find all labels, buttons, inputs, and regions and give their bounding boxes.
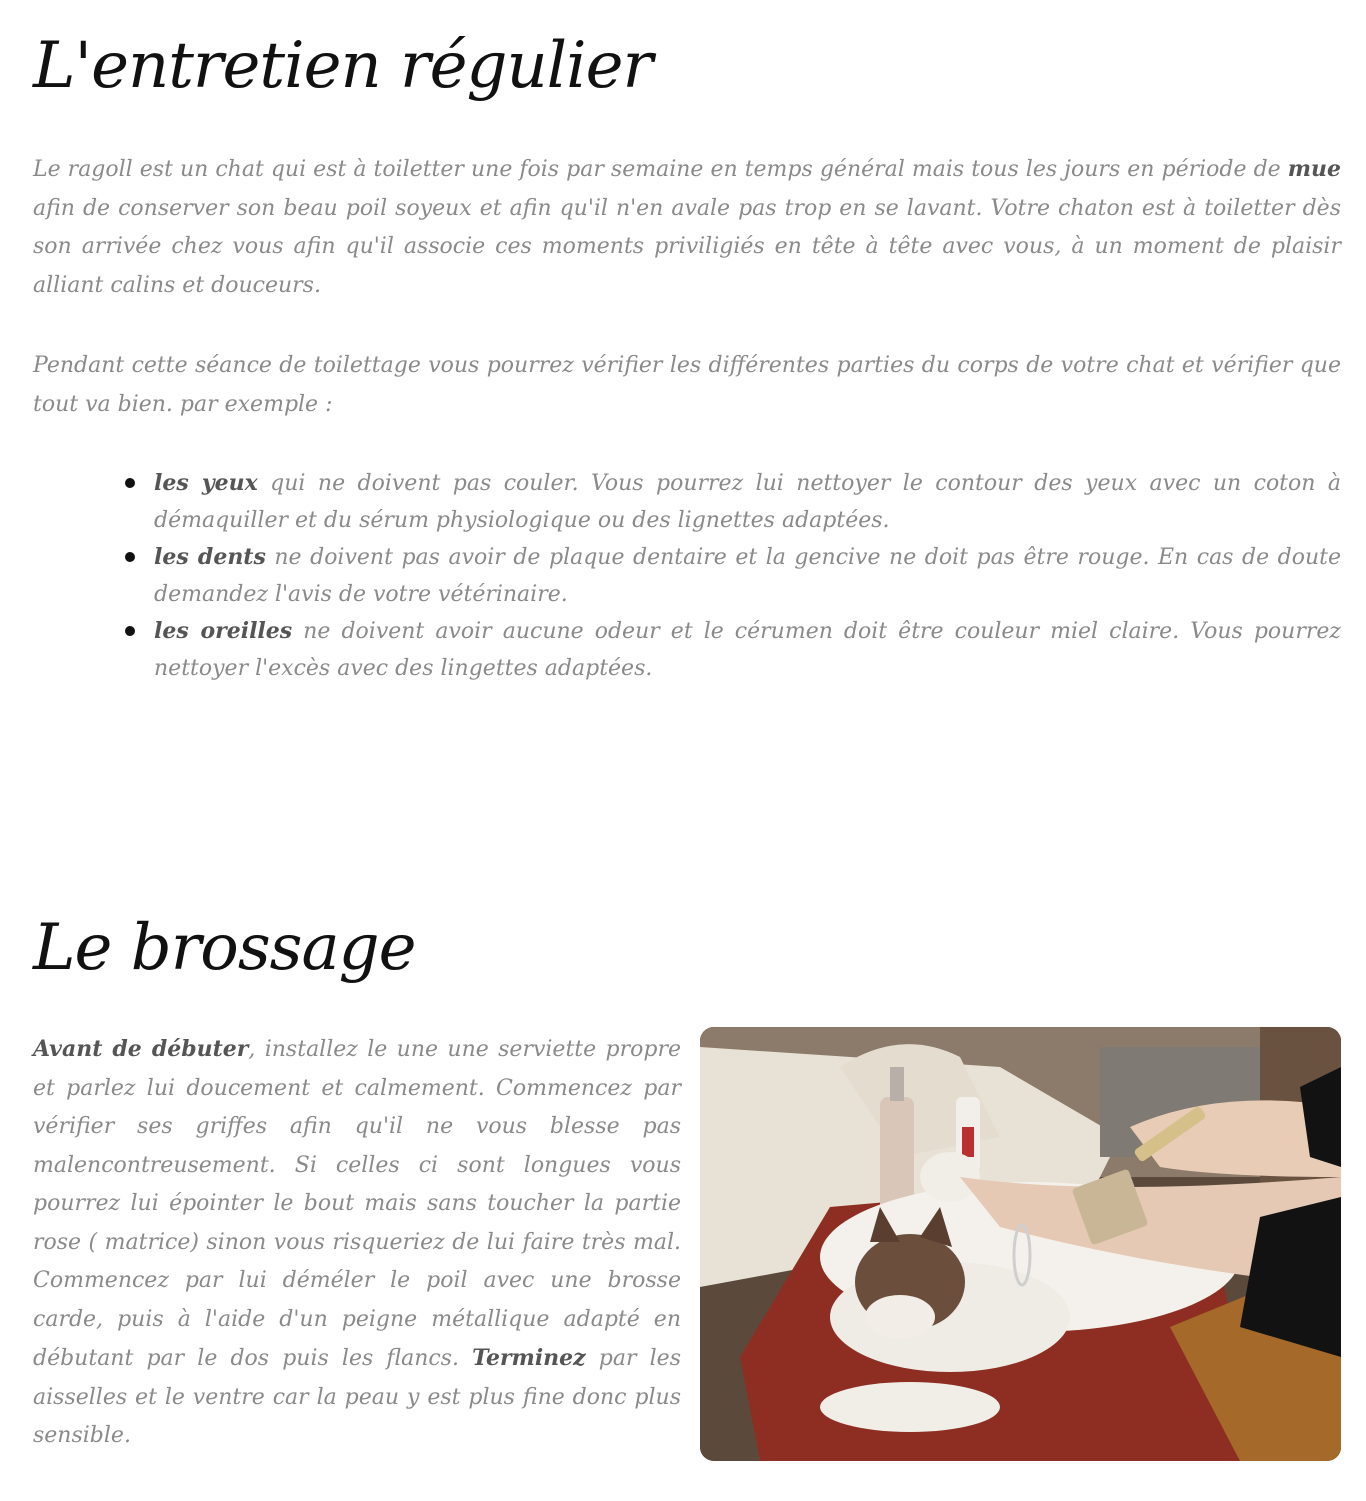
bold-term-terminez: Terminez: [472, 1345, 586, 1371]
bullet-icon: [125, 552, 135, 562]
section-title-brossage: Le brossage: [33, 911, 416, 985]
bold-term-mue: mue: [1287, 156, 1341, 182]
bullet-icon: [125, 626, 135, 636]
cat-muzzle: [865, 1295, 935, 1339]
cat-grooming-photo: [700, 1027, 1341, 1461]
health-checklist: [154, 465, 1341, 687]
list-item-dents: [154, 539, 1341, 613]
text-run: , installez le une une serviette propre et parlez lui doucement et calmement. Commencez par vérifier ses griffes afin qu'il ne vous blesse pas malencontreusement. Si celles ci sont longues vous pourrez lui épointer le bout mais sans toucher la partie rose ( matrice) sinon vous risqueriez de lui faire très mal. Commencez par lui déméler le poil avec une brosse carde, puis à l'aide d'un peigne métallique adapté en débutant par le dos puis les flancs.: [33, 1037, 681, 1371]
list-item-bold: les oreilles: [154, 618, 293, 644]
photo-illustration: [700, 1027, 1341, 1461]
bold-term-avant: Avant de débuter: [33, 1036, 249, 1062]
list-item-text: qui ne doivent pas couler. Vous pourrez lui nettoyer le contour des yeux avec un coton à démaquiller et du sérum physiologique ou des lignettes adaptées.: [154, 471, 1341, 533]
list-item-bold: les dents: [154, 544, 266, 570]
text-run: par les aisselles et le ventre car la peau y est plus fine donc plus sensible.: [33, 1346, 681, 1448]
spray-nozzle: [890, 1067, 904, 1101]
text-run: afin de conserver son beau poil soyeux et afin qu'il n'en avale pas trop en se lavant. Votre chaton est à toiletter dès son arrivée chez vous afin qu'il associe ces moments priviligiés en tête à tête avec vous, à un moment de plaisir alliant calins et douceurs.: [33, 195, 1341, 298]
paragraph-entretien-intro: [33, 150, 1341, 305]
cat-leg: [820, 1382, 1000, 1432]
list-item-bold: les yeux: [154, 470, 258, 496]
list-item-text: ne doivent avoir aucune odeur et le cérumen doit être couleur miel claire. Vous pourrez nettoyer l'excès avec des lingettes adaptées.: [154, 619, 1341, 681]
paragraph-verification: Pendant cette séance de toilettage vous pourrez vérifier les différentes parties du corps de votre chat et vérifier que tout va bien. par exemple :: [33, 353, 1341, 417]
bottle-label: [962, 1127, 974, 1157]
section-title-entretien: L'entretien régulier: [33, 29, 653, 103]
bullet-icon: [125, 478, 135, 488]
list-item-text: ne doivent pas avoir de plaque dentaire et la gencive ne doit pas être rouge. En cas de doute demandez l'avis de votre vétérinaire.: [154, 545, 1341, 607]
cat-paw: [920, 1152, 980, 1202]
paragraph-brossage: [33, 1030, 681, 1456]
text-run: Le ragoll est un chat qui est à toiletter une fois par semaine en temps général mais tous les jours en période de: [33, 157, 1288, 182]
list-item-oreilles: [154, 613, 1341, 687]
list-item-yeux: [154, 465, 1341, 539]
